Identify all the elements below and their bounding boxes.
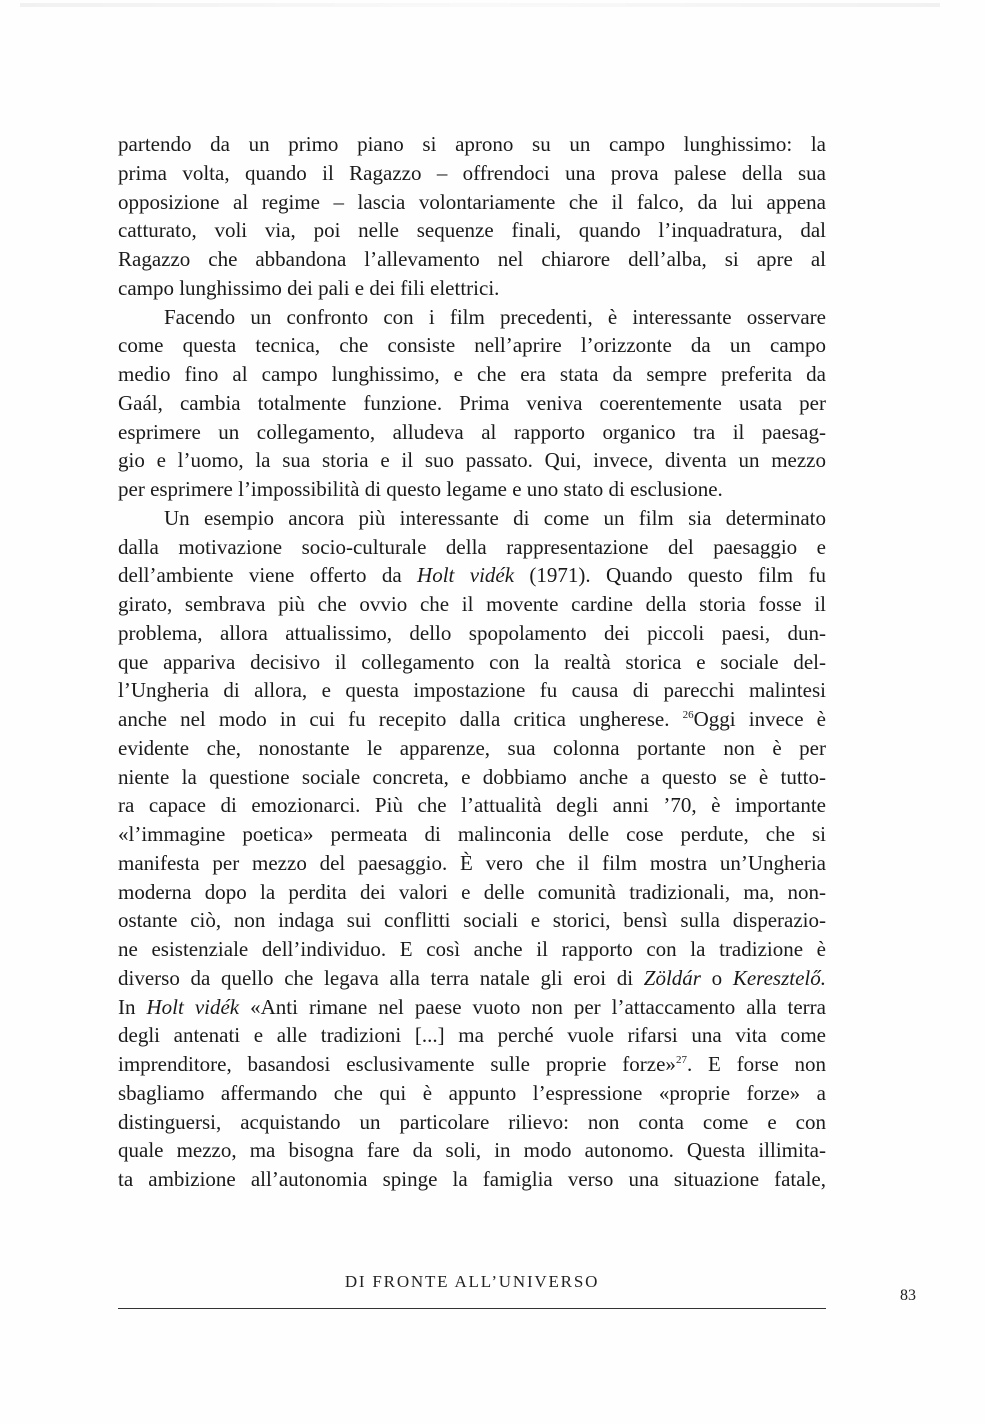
text-line: degli antenati e alle tradizioni [...] ma perché vuole rifarsi una vita come [118,1023,826,1048]
text-segment: In [118,994,147,1019]
text-line: ra capace di emozionarci. Più che l’attualità degli anni ’70, è importante [118,793,826,818]
scan-edge [20,3,940,7]
text-line: distinguersi, acquistando un particolare rilievo: non conta come e con [118,1109,826,1134]
text-line [118,705,826,734]
text-line: esprimere un collegamento, alludeva al rapporto organico tra il paesag- [118,419,826,444]
text-line [118,964,826,993]
text-line: campo lunghissimo dei pali e dei fili elettrici. [118,275,500,300]
text-line: girato, sembrava più che ovvio che il movente cardine della storia fosse il [118,592,826,616]
text-line: gio e l’uomo, la sua storia e il suo passato. Qui, invece, diventa un mezzo [118,448,826,473]
text-line: moderna dopo la perdita dei valori e delle comunità tradizionali, ma, non- [118,879,826,904]
text-line: problema, allora attualissimo, dello spopolamento dei piccoli paesi, dun- [118,620,826,645]
text-line: Gaál, cambia totalmente funzione. Prima veniva coerentemente usata per [118,390,826,415]
paragraph-1 [118,130,826,303]
text-line: «l’immagine poetica» permeata di malinconia delle cose perdute, che si [118,822,826,846]
footer-rule [118,1308,826,1309]
text-segment: Oggi invece è [693,707,826,731]
text-line: prima volta, quando il Ragazzo – offrendoci una prova palese della sua [118,160,826,185]
text-line: ne esistenziale dell’individuo. E così anche il rapporto con la tradizione è [118,937,826,961]
text-line [118,561,826,590]
paragraph-2 [118,303,826,504]
paragraph-3 [118,504,826,1194]
text-line: evidente che, nonostante le apparenze, sua colonna portante non è per [118,735,826,760]
text-segment: . E forse non [686,1052,826,1076]
film-title: Holt vidék [146,994,240,1019]
text-line: Un esempio ancora più interessante di come un film sia determinato [164,505,826,530]
text-segment: «Anti rimane nel paese vuoto non per l’attaccamento alla terra [239,994,826,1019]
text-line [118,993,826,1022]
text-line: niente la questione sociale concreta, e dobbiamo anche a questo se è tutto- [118,764,826,789]
text-segment: o [700,965,733,990]
text-line: manifesta per mezzo del paesaggio. È vero che il film mostra un’Ungheria [118,850,826,875]
text-line: que appariva decisivo il collegamento con la realtà storica e sociale del- [118,649,826,674]
text-line: medio fino al campo lunghissimo, e che era stata da sempre preferita da [118,362,826,386]
text-line: partendo da un primo piano si aprono su un campo lunghissimo: la [118,132,826,156]
text-line: Ragazzo che abbandona l’allevamento nel chiarore dell’alba, si apre al [118,247,826,271]
footnote-marker[interactable]: 26 [682,709,694,721]
text-segment: (1971). Quando questo film fu [514,563,826,588]
text-line: ostante ciò, non indaga sui conflitti sociali e storici, bensì sulla disperazio- [118,908,826,933]
film-title: Keresztelő. [732,965,826,990]
text-line: come questa tecnica, che consiste nell’aprire l’orizzonte da un campo [118,333,826,358]
text-segment: imprenditore, basandosi esclusivamente sulle proprie forze» [118,1052,676,1076]
text-line: sbagliamo affermando che qui è appunto l’espressione «proprie forze» a [118,1080,826,1105]
text-line: opposizione al regime – lascia volontariamente che il falco, da lui appena [118,189,826,214]
body-text [118,130,826,1194]
footnote-marker[interactable]: 27 [675,1054,687,1066]
text-line: catturato, voli via, poi nelle sequenze finali, quando l’inquadratura, dal [118,218,826,243]
text-segment: diverso da quello che legava alla terra natale gli eroi di [118,965,644,990]
page-number: 83 [900,1287,916,1304]
text-line [118,1050,826,1079]
text-line: per esprimere l’impossibilità di questo legame e uno stato di esclusione. [118,477,723,501]
text-segment: dell’ambiente viene offerto da [118,563,418,588]
text-line: dalla motivazione socio-culturale della rappresentazione del paesaggio e [118,534,826,559]
film-title: Zöldár [643,965,701,990]
film-title: Holt vidék [417,563,515,588]
text-line: ta ambizione all’autonomia spinge la famiglia verso una situazione fatale, [118,1167,826,1191]
running-footer-title: DI FRONTE ALL’UNIVERSO [344,1272,600,1291]
text-line: l’Ungheria di allora, e questa impostazione fu causa di parecchi malintesi [118,678,826,703]
text-segment: anche nel modo in cui fu recepito dalla critica ungherese. [118,707,670,731]
text-line: quale mezzo, ma bisogna fare da soli, in modo autonomo. Questa illimita- [118,1138,826,1163]
text-line: Facendo un confronto con i film precedenti, è interessante osservare [164,304,826,329]
